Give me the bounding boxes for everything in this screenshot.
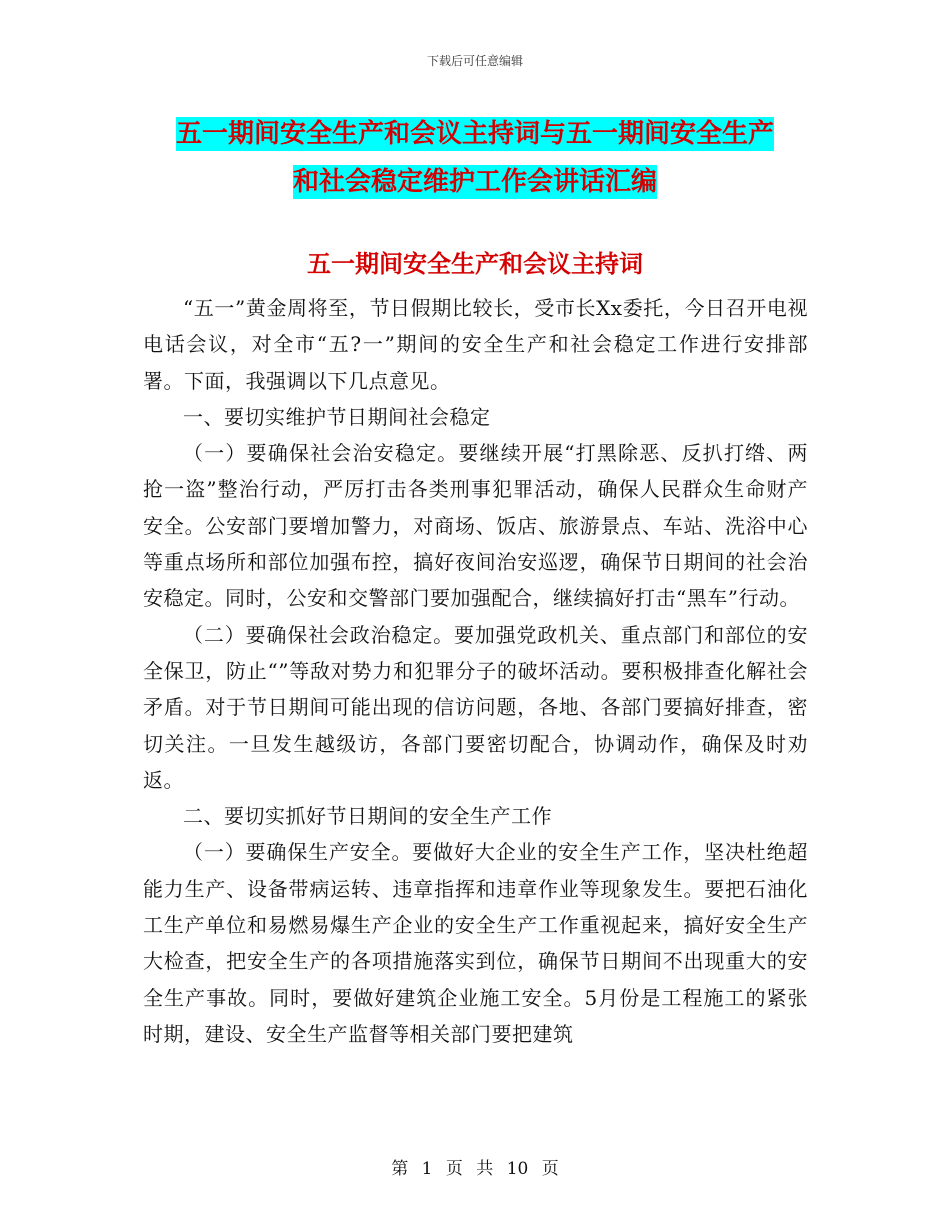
document-title	[130, 110, 820, 206]
page-footer	[0, 1154, 950, 1179]
footer-suffix: 页	[541, 1159, 559, 1179]
footer-prefix: 第	[391, 1159, 409, 1179]
paragraph: “五一”黄金周将至，节日假期比较长，受市长Xx委托，今日召开电视电话会议，对全市“五?一”期间的安全生产和社会稳定工作进行安排部署。下面，我强调以下几点意见。	[143, 296, 808, 393]
paragraph: 一、要切实维护节日期间社会稳定	[183, 404, 491, 429]
paragraph: （一）要确保社会治安稳定。要继续开展“打黑除恶、反扒打绺、两抢一盗”整治行动，严厉打击各类刑事犯罪活动，确保人民群众生命财产安全。公安部门要增加警力，对商场、饭店、旅游景点、车站、洗浴中心等重点场所和部位加强布控，搞好夜间治安巡逻，确保节日期间的社会治安稳定。同时，公安和交警部门要加强配合，继续搞好打击“黑车”行动。	[143, 441, 808, 611]
footer-mid: 页	[445, 1159, 463, 1179]
total-pages: 10	[506, 1159, 529, 1179]
paragraph: （一）要确保生产安全。要做好大企业的安全生产工作，坚决杜绝超能力生产、设备带病运转、违章指挥和违章作业等现象发生。要把石油化工生产单位和易燃易爆生产企业的安全生产工作重视起来，搞好安全生产大检查，把安全生产的各项措施落实到位，确保节日期间不出现重大的安全生产事故。同时，要做好建筑企业施工安全。5月份是工程施工的紧张时期，建设、安全生产监督等相关部门要把建筑	[143, 840, 808, 1046]
title-line-2: 和社会稳定维护工作会讲话汇编	[292, 167, 657, 197]
section-heading: 五一期间安全生产和会议主持词	[307, 250, 643, 278]
footer-total-label: 共	[476, 1159, 494, 1179]
paragraph: （二）要确保社会政治稳定。要加强党政机关、重点部门和部位的安全保卫，防止“”等敌对势力和犯罪分子的破坏活动。要积极排查化解社会矛盾。对于节日期间可能出现的信访问题，各地、各部门要搞好排查，密切关注。一旦发生越级访，各部门要密切配合，协调动作，确保及时劝返。	[143, 622, 808, 792]
page-number: 1	[421, 1159, 433, 1179]
header-note: 下载后可任意编辑	[426, 54, 523, 68]
paragraph: 二、要切实抓好节日期间的安全生产工作	[183, 804, 552, 829]
title-line-1: 五一期间安全生产和会议主持词与五一期间安全生产	[175, 119, 774, 149]
body-text	[143, 290, 808, 1052]
